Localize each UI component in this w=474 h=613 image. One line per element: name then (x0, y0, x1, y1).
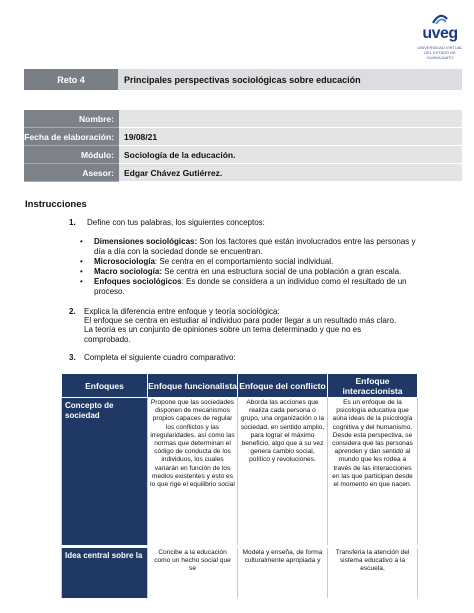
logo-swirl-icon (431, 13, 449, 25)
table-header-cell: Enfoque interaccionista (328, 374, 418, 398)
info-label: Fecha de elaboración: (24, 128, 119, 146)
question-number: 1. (69, 218, 76, 227)
definition-item (94, 267, 454, 277)
info-value: 19/08/21 (119, 128, 462, 146)
definition-item (94, 257, 454, 267)
table-row (62, 398, 418, 545)
definition-item (94, 237, 424, 257)
table-row (62, 548, 418, 598)
info-table (24, 110, 462, 182)
row-header: Concepto de sociedad (62, 398, 148, 545)
info-row-date (24, 128, 462, 146)
row-header: Idea central sobre la (62, 548, 148, 598)
definition-text: : Es donde se considera a un individuo como el resultado de un proceso. (94, 277, 407, 296)
question-number: 2. (69, 307, 76, 316)
question-number: 3. (69, 353, 76, 362)
table-cell: Aborda las acciones que realiza cada persona o grupo, una organización o la sociedad, en sentido amplio, para lograr el máximo beneficio, algo que a su vez genera cambio social, político y revoluciones. (238, 398, 328, 545)
definition-text: Son los factores que están involucrados entre las personas y día a día con la sociedad donde se encuentran. (94, 237, 416, 256)
info-label: Asesor: (24, 164, 119, 182)
info-row-module (24, 146, 462, 164)
info-row-advisor (24, 164, 462, 182)
instructions-heading: Instrucciones (25, 199, 87, 210)
answer-text: La teoría es un conjunto de opiniones sobre un tema determinado y que no es comprobado. (84, 325, 362, 344)
logo-wordmark: uveg (422, 25, 458, 42)
reto-title: Principales perspectivas sociológicas sobre educación (118, 69, 462, 90)
table-cell: Es un enfoque de la psicología educativa que aúna ideas de la psicología cognitiva y del humanismo. Desde esta perspectiva, se considera que las personas aprenden y dan sentido al mundo que les rodea a través de las interacciones en las que participan desde el momento en que nacen. (328, 398, 418, 545)
info-label: Nombre: (24, 110, 119, 128)
table-cell: Modela y enseña, de forma culturalmente apropiada y (238, 548, 328, 598)
table-cell: Transferia la atención del sistema educativo a la escuela, (328, 548, 418, 598)
definition-term: Dimensiones sociológicas: (94, 237, 198, 246)
definition-text: Se centra en una estructura social de una población a gran escala. (162, 267, 402, 276)
question-text: Explica la diferencia entre enfoque y teoría sociológica: (84, 307, 280, 316)
uveg-logo (417, 13, 463, 60)
info-value: Edgar Chávez Gutiérrez. (119, 164, 462, 182)
answer-text: El enfoque se centra en estudiar al individuo para poder llegar a un resultado más claro. (84, 316, 397, 325)
info-value (119, 110, 462, 128)
definition-item (94, 277, 424, 297)
definition-text: : Se centra en el comportamiento social individual. (154, 257, 334, 266)
definition-term: Microsociología (94, 257, 155, 266)
table-header-cell: Enfoques (62, 374, 148, 398)
question-text: Completa el siguiente cuadro comparativo: (84, 353, 236, 362)
definition-term: Macro sociología: (94, 267, 163, 276)
table-cell: Propone que las sociedades disponen de mecanismos propios capaces de regular los conflictos y las irregularidades, así como las normas que determinan el código de conducta de los individuos, los cuales variarán en función de los medios existentes y esto es lo que rige el equilibrio social (148, 398, 238, 545)
logo-subtitle: UNIVERSIDAD VIRTUAL DEL ESTADO DE GUANAJUATO (417, 45, 463, 60)
table-header-row (62, 374, 418, 398)
bullet-icon: • (80, 267, 83, 276)
definition-term: Enfoques sociológicos (94, 277, 182, 286)
info-row-name (24, 110, 462, 128)
bullet-icon: • (80, 277, 83, 286)
comparison-table (61, 373, 418, 598)
table-cell: Concibe a la educación como un hecho social que se (148, 548, 238, 598)
question-text: Define con tus palabras, los siguientes conceptos: (87, 218, 265, 227)
reto-label: Reto 4 (24, 69, 118, 90)
table-header-cell: Enfoque del conflicto (238, 374, 328, 398)
info-value: Sociología de la educación. (119, 146, 462, 164)
reto-header (24, 69, 462, 90)
bullet-icon: • (80, 257, 83, 266)
info-label: Módulo: (24, 146, 119, 164)
bullet-icon: • (80, 237, 83, 246)
table-header-cell: Enfoque funcionalista (148, 374, 238, 398)
